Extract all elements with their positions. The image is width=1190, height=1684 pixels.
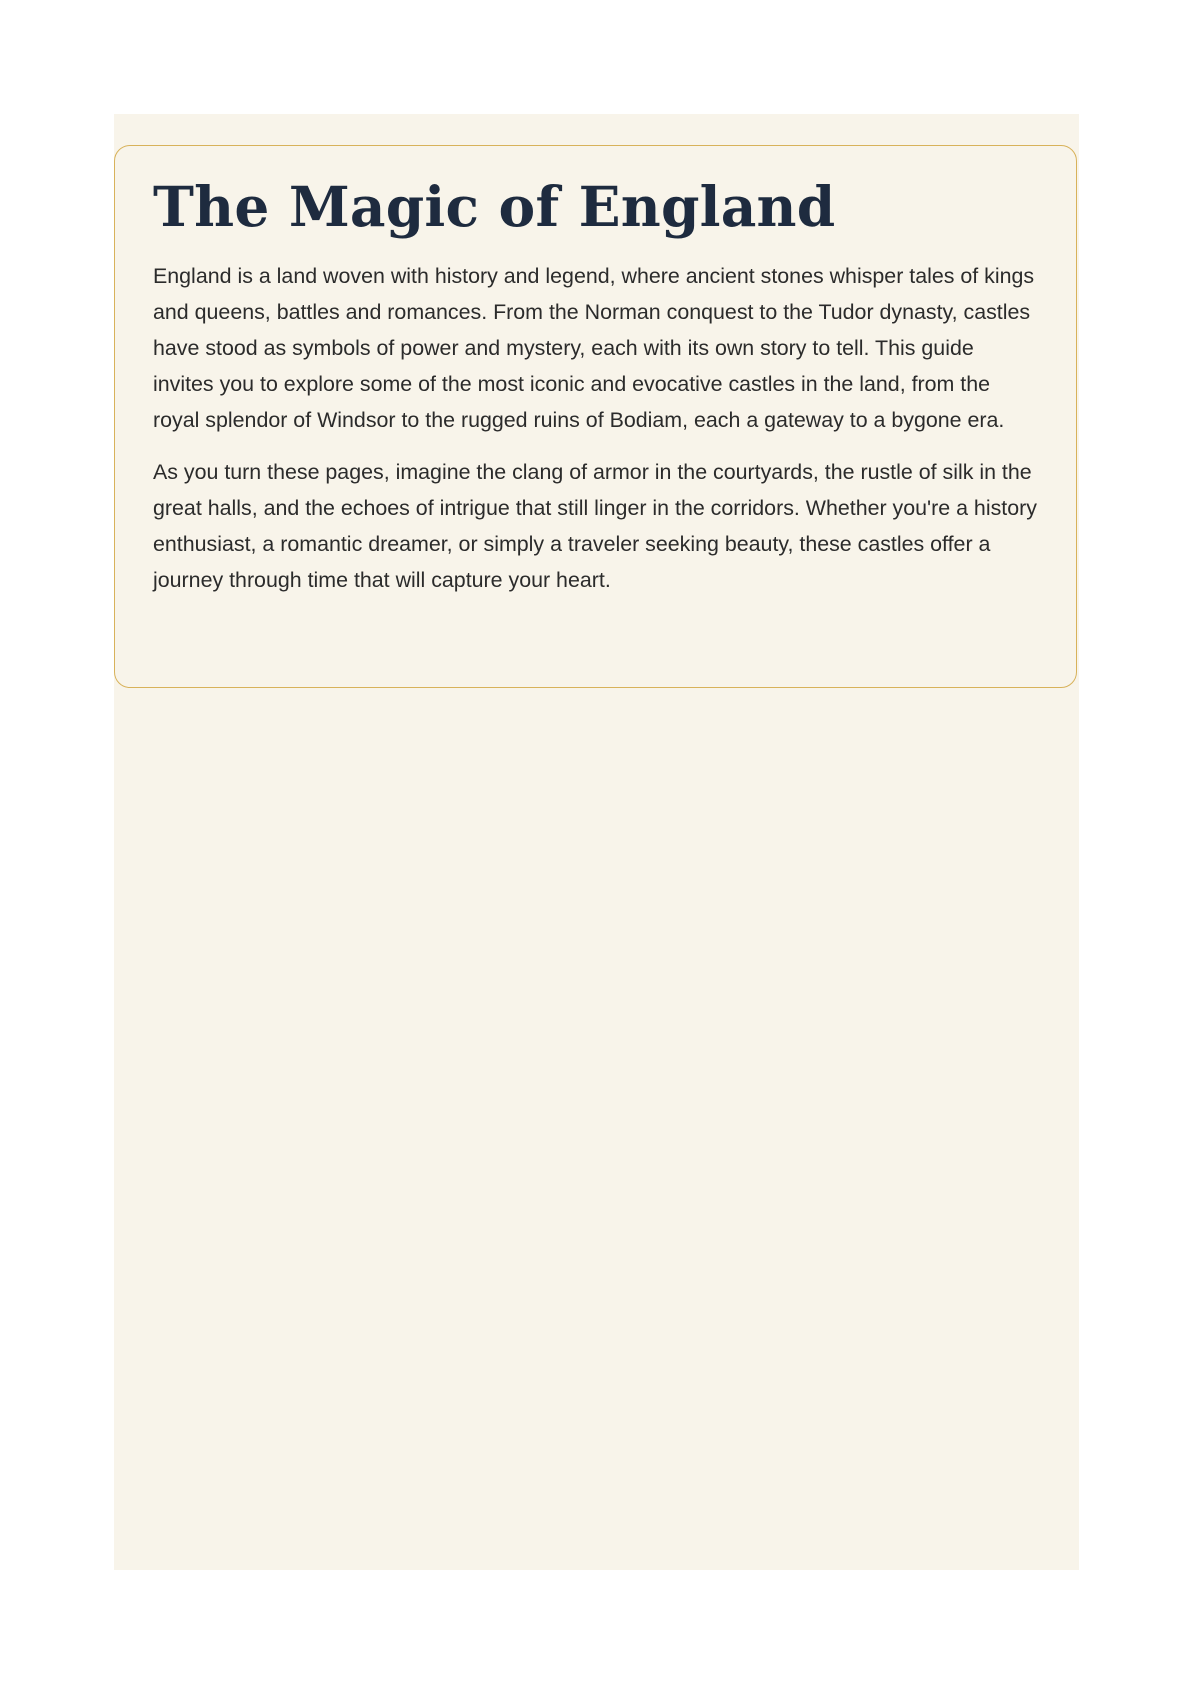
document-page [114,114,1079,1570]
intro-card [114,145,1077,688]
intro-paragraph-2: As you turn these pages, imagine the clang of armor in the courtyards, the rustle of silk in the great halls, and the echoes of intrigue that still linger in the corridors. Whether you're a history enthusiast, a romantic dreamer, or simply a traveler seeking beauty, these castles offer a journey through time that will capture your heart. [153,460,1037,592]
page-title: The Magic of England [153,174,836,239]
intro-paragraph-1: England is a land woven with history and legend, where ancient stones whisper tales of kings and queens, battles and romances. From the Norman conquest to the Tudor dynasty, castles have stood as symbols of power and mystery, each with its own story to tell. This guide invites you to explore some of the most iconic and evocative castles in the land, from the royal splendor of Windsor to the rugged ruins of Bodiam, each a gateway to a bygone era. [153,264,1035,432]
